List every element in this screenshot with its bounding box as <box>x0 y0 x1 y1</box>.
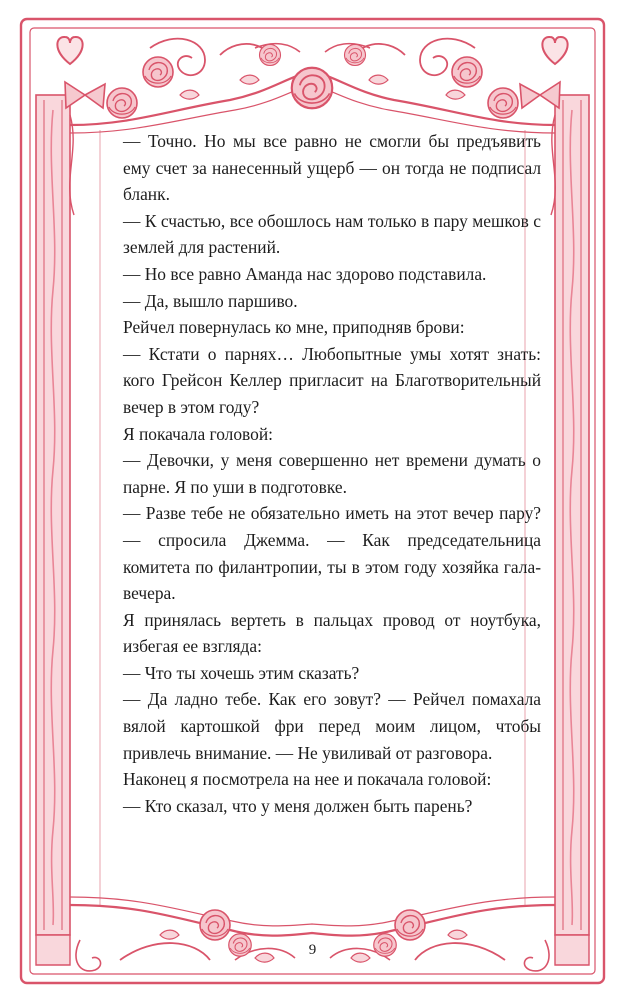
page-text <box>123 128 541 819</box>
paragraph: — Разве тебе не обязательно иметь на этот вечер пару? — спросила Джемма. — Как председательница комитета по филантропии, ты в этом году хозяйка гала-вечера. <box>123 503 541 604</box>
page-number: 9 <box>308 942 317 958</box>
paragraph: — Девочки, у меня совершенно нет времени думать о парне. Я по уши в подготовке. <box>123 450 541 497</box>
paragraph: Я покачала головой: <box>123 423 273 444</box>
rose-icon <box>107 45 518 119</box>
paragraph: Я принялась вертеть в пальцах провод от ноутбука, избегая ее взгляда: <box>123 609 541 657</box>
paragraph: — Да ладно тебе. Как его зовут? — Рейчел помахала вялой картошкой фри перед моим лицом, чтобы привлечь внимание. — Не увиливай от разговора. <box>123 689 541 763</box>
paragraph: — Кто сказал, что у меня должен быть парень? <box>123 795 473 816</box>
paragraph: — Но все равно Аманда нас здорово подставила. <box>123 263 487 284</box>
paragraph: Рейчел повернулась ко мне, приподняв брови: <box>123 317 465 338</box>
heart-icon <box>57 37 567 64</box>
paragraph: Наконец я посмотрела на нее и покачала головой: <box>123 769 492 790</box>
paragraph: — Что ты хочешь этим сказать? <box>123 662 360 683</box>
paragraph: — Точно. Но мы все равно не смогли бы предъявить ему счет за нанесенный ущерб — он тогда не подписал бланк. <box>123 131 541 205</box>
paragraph: — К счастью, все обошлось нам только в пару мешков с землей для растений. <box>123 210 541 258</box>
paragraph: — Да, вышло паршиво. <box>123 290 298 311</box>
paragraph: — Кстати о парнях… Любопытные умы хотят знать: кого Грейсон Келлер пригласит на Благотворительный вечер в этом году? <box>123 343 541 417</box>
